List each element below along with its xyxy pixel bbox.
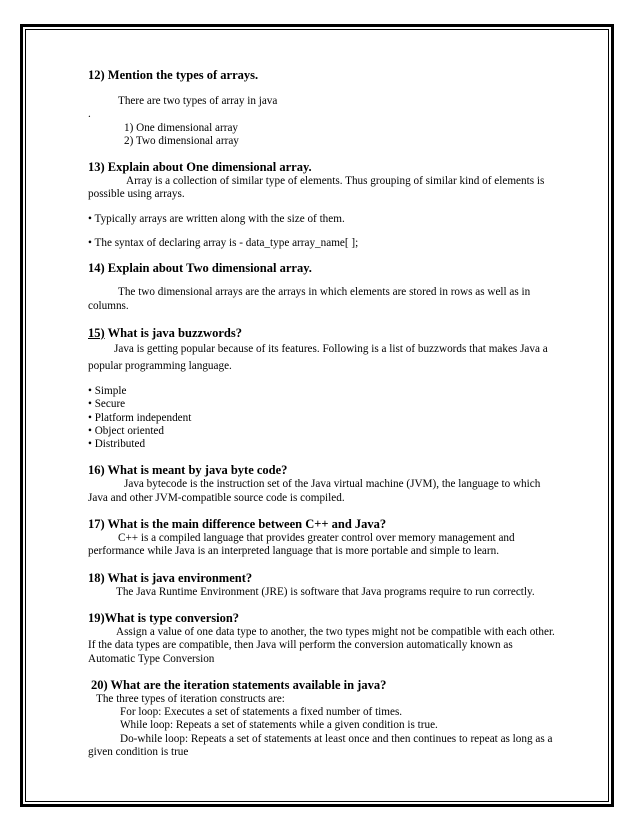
q12-list [88,122,558,149]
q12-dot: . [88,108,91,121]
list-item: While loop: Repeats a set of statements while a given condition is true. [120,719,438,732]
heading-q16: 16) What is meant by java byte code? [88,463,288,478]
q20-intro: The three types of iteration constructs are: [96,692,285,705]
list-item: • Platform independent [88,411,192,424]
list-item: • Distributed [88,438,146,451]
list-item: 1) One dimensional array [124,121,239,134]
list-item: 2) Two dimensional array [124,134,239,147]
heading-q20: 20) What are the iteration statements available in java? [91,677,387,692]
q13-paragraph-1: Array is a collection of similar type of elements. Thus grouping of similar kind of elements is possible using arrays. [88,175,545,201]
q20-list [88,706,558,733]
document-body [88,68,558,759]
q17-paragraph: C++ is a compiled language that provides greater control over memory management and performance while Java is an interpreted language that is more portable and simple to learn. [88,532,515,558]
list-item: • Object oriented [88,424,164,437]
q14-paragraph: The two dimensional arrays are the arrays in which elements are stored in rows as well as in columns. [88,286,531,312]
heading-q12: 12) Mention the types of arrays. [88,68,259,82]
heading-q15 [88,326,558,341]
heading-q15-number: 15) [88,325,105,340]
list-item: For loop: Executes a set of statements a fixed number of times. [120,706,403,719]
heading-q19: 19)What is type conversion? [88,610,240,625]
q13-paragraph-3: • The syntax of declaring array is - data_type array_name[ ]; [88,237,359,250]
heading-q14: 14) Explain about Two dimensional array. [88,261,312,276]
q16-paragraph: Java bytecode is the instruction set of the Java virtual machine (JVM), the language to which Java and other JVM-compatible source code is compiled. [88,478,541,504]
heading-q18: 18) What is java environment? [88,570,253,585]
q15-paragraph: Java is getting popular because of its features. Following is a list of buzzwords that makes Java a popular programming language. [88,342,548,372]
heading-q17: 17) What is the main difference between C++ and Java? [88,517,387,532]
q15-buzzword-list [88,385,558,451]
list-item: • Secure [88,398,126,411]
q19-paragraph: Assign a value of one data type to another, the two types might not be compatible with each other. If the data types are compatible, then Java will perform the conversion automatically known as Automatic Type Conversion [88,625,555,665]
list-item: • Simple [88,384,127,397]
heading-q13: 13) Explain about One dimensional array. [88,160,312,175]
q18-paragraph: The Java Runtime Environment (JRE) is software that Java programs require to run correctly. [116,585,535,598]
q13-paragraph-2: • Typically arrays are written along with the size of them. [88,212,345,225]
heading-q15-text: What is java buzzwords? [104,325,242,340]
q20-last-item: Do-while loop: Repeats a set of statements at least once and then continues to repeat as long as a given condition is true [88,732,553,759]
q12-intro: There are two types of array in java [118,95,278,107]
